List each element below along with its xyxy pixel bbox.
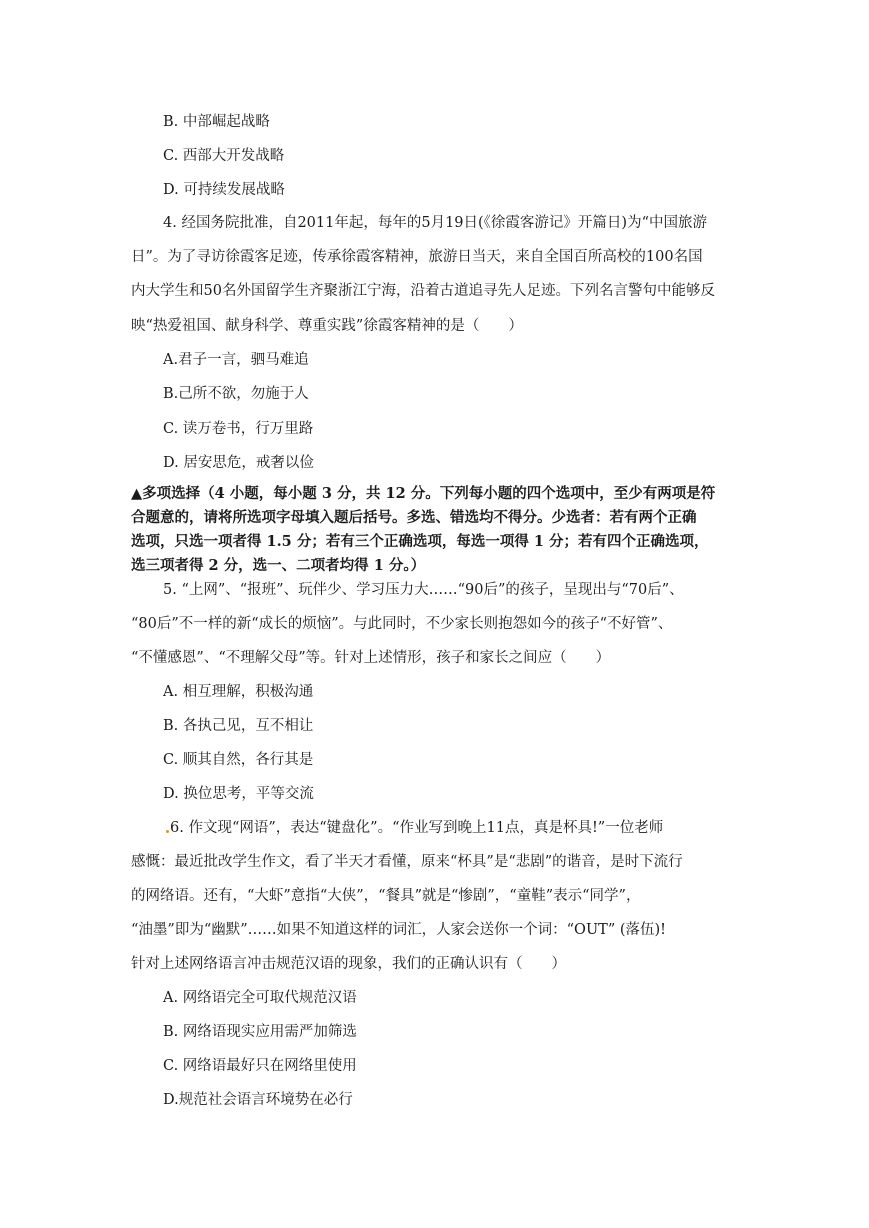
q6-stem-line: 的网络语。还有，“大虾”意指“大侠”，“餐具”就是“惨剧”，“童鞋”表示“同学”，	[131, 888, 641, 904]
section-instructions-line: 选项，只选一项者得 1.5 分；若有三个正确选项，每选一项得 1 分；若有四个正确选项，	[131, 533, 709, 550]
q4-option-c: C. 读万卷书，行万里路	[163, 421, 314, 437]
q6-option-a: A. 网络语完全可取代规范汉语	[163, 990, 357, 1006]
q4-option-a: A.君子一言，驷马难追	[163, 352, 309, 368]
q3-option-c: C. 西部大开发战略	[163, 148, 285, 164]
q4-stem-line: 内大学生和50名外国留学生齐聚浙江宁海，沿着古道追寻先人足迹。下列名言警句中能够反	[131, 283, 715, 299]
q5-option-c: C. 顺其自然，各行其是	[163, 752, 314, 768]
q5-stem-line: “80后”不一样的新“成长的烦恼”。与此同时，不少家长则抱怨如今的孩子“不好管”、	[131, 616, 673, 632]
q6-stem-line: 6. 作文现“网语”，表达“键盘化”。“作业写到晚上11点，真是杯具!”一位老师	[170, 820, 664, 836]
q6-stem-line: “油墨”即为“幽默”……如果不知道这样的词汇，人家会送你一个词：“OUT” (落伍)!	[131, 922, 667, 938]
q3-option-d: D. 可持续发展战略	[163, 182, 285, 198]
q3-option-b: B. 中部崛起战略	[163, 114, 270, 130]
q6-option-d: D.规范社会语言环境势在必行	[163, 1092, 353, 1108]
q5-stem-line: “不懂感恩”、“不理解父母”等。针对上述情形，孩子和家长之间应（ ）	[131, 650, 611, 666]
q5-option-a: A. 相互理解，积极沟通	[163, 684, 314, 700]
section-instructions-line: ▲多项选择（4 小题，每小题 3 分，共 12 分。下列每小题的四个选项中，至少有两项是符	[131, 485, 716, 502]
q6-option-b: B. 网络语现实应用需严加筛选	[163, 1024, 357, 1040]
q5-option-d: D. 换位思考，平等交流	[163, 786, 314, 802]
q4-stem-line: 4. 经国务院批准，自2011年起，每年的5月19日(《徐霞客游记》开篇日)为“中国旅游	[163, 215, 707, 231]
q6-stem-line: 针对上述网络语言冲击规范汉语的现象，我们的正确认识有（ ）	[131, 956, 566, 972]
q4-option-d: D. 居安思危，戒奢以俭	[163, 455, 314, 471]
q4-stem-line: 日”。为了寻访徐霞客足迹，传承徐霞客精神，旅游日当天，来自全国百所高校的100名国	[131, 249, 703, 265]
q4-option-b: B.己所不欲，勿施于人	[163, 386, 309, 402]
q4-stem-line: 映“热爱祖国、献身科学、尊重实践”徐霞客精神的是（ ）	[131, 318, 523, 334]
q6-option-c: C. 网络语最好只在网络里使用	[163, 1058, 357, 1074]
q5-option-b: B. 各执己见，互不相让	[163, 718, 314, 734]
q6-stem-line: 感慨：最近批改学生作文，看了半天才看懂，原来“杯具”是“悲剧”的谐音，是时下流行	[131, 854, 683, 870]
stray-dot-mark	[166, 830, 169, 833]
q5-stem-line: 5. “上网”、“报班”、玩伴少、学习压力大……“90后”的孩子，呈现出与“70后”、	[163, 582, 684, 598]
section-instructions-line: 选三项者得 2 分，选一、二项者均得 1 分。）	[131, 557, 426, 574]
section-instructions-line: 合题意的，请将所选项字母填入题后括号。多选、错选均不得分。少选者：若有两个正确	[131, 509, 697, 526]
